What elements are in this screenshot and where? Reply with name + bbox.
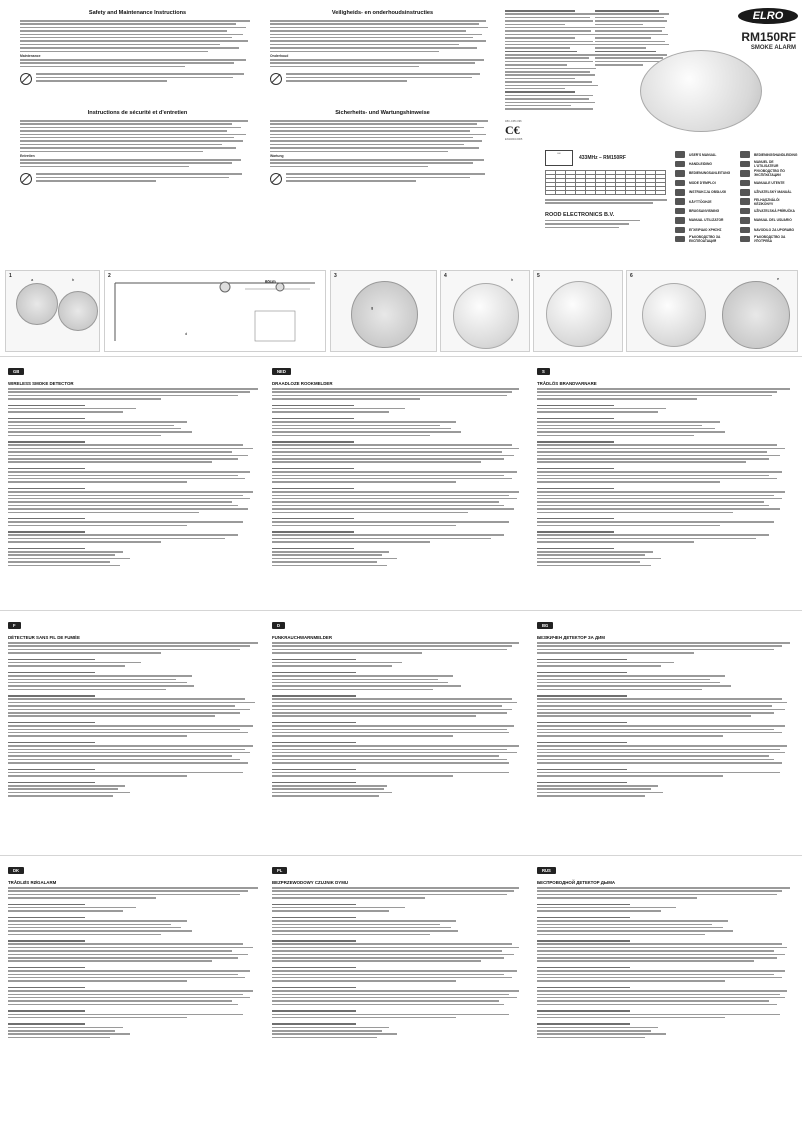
step-number: 2 xyxy=(108,273,111,279)
section-dk xyxy=(8,859,263,1038)
lang-item[interactable]: РЪКОВОДСТВО ЗА ЕКСПЛОАТАЦИЯ xyxy=(675,235,730,244)
label-d: d xyxy=(185,331,188,336)
text-block xyxy=(272,642,527,797)
flag-icon xyxy=(675,208,685,215)
step-number: 3 xyxy=(334,273,337,279)
safety-instructions-en xyxy=(20,10,255,85)
section-heading: FUNKRAUCHWARNMELDER xyxy=(272,635,332,640)
no-cleaning-icon xyxy=(20,173,32,185)
flag-icon xyxy=(675,217,685,224)
warning-note xyxy=(20,73,255,85)
section-pl xyxy=(272,859,527,1038)
detector-rotate xyxy=(546,281,612,347)
lang-item[interactable]: РУКОВОДСТВО ПО ЭКСПЛУАТАЦИИ xyxy=(740,169,797,178)
flag-icon xyxy=(740,208,750,215)
section-heading: БЕСПРОВОДНОЙ ДЕТЕКТОР ДЫМА xyxy=(537,880,616,885)
lang-item[interactable]: UŽIVATEĽSKÁ PRÍRUČKA xyxy=(740,206,797,215)
flag-icon xyxy=(740,151,750,158)
text-block xyxy=(537,642,795,797)
lang-item[interactable]: INSTRUKCJA OBSŁUGI xyxy=(675,188,730,197)
text-block xyxy=(272,388,527,566)
install-panel-1 xyxy=(5,270,100,352)
lang-tag: F xyxy=(8,622,21,629)
install-panel-5 xyxy=(533,270,623,352)
label-e: e xyxy=(777,276,780,281)
step-number: 4 xyxy=(444,273,447,279)
lang-item[interactable]: MANUAL DEL USUARIO xyxy=(740,216,797,225)
subheading: Wartung xyxy=(270,154,284,159)
room-box xyxy=(255,311,295,341)
warning-note xyxy=(270,73,495,85)
language-list-left xyxy=(675,150,730,244)
frequency-label: 433MHz – RM150RF xyxy=(579,155,626,161)
text-block xyxy=(20,59,255,67)
declaration-column-1 xyxy=(505,10,605,142)
lang-item[interactable]: MODE D'EMPLOI xyxy=(675,178,730,187)
lang-item[interactable]: MANUAL UTILIZATOR xyxy=(675,216,730,225)
text-block xyxy=(20,120,255,152)
flag-icon xyxy=(675,161,685,168)
lang-item[interactable]: FELHASZNÁLÓI KÉZIKÖNYV xyxy=(740,197,797,206)
step-number: 5 xyxy=(537,273,540,279)
lang-item[interactable]: BEDIENINGSHANDLEIDING xyxy=(740,150,797,159)
lang-item[interactable]: UŽIVATELSKÝ MANUÁL xyxy=(740,188,797,197)
model-number: RM150RF xyxy=(741,30,796,44)
brand-logo: ELRO xyxy=(738,8,798,24)
section-heading: DÉTECTEUR SANS FIL DE FUMÉE xyxy=(8,635,80,640)
section-heading: WIRELESS SMOKE DETECTOR xyxy=(8,381,74,386)
declaration-column-2 xyxy=(595,10,675,66)
no-cleaning-icon xyxy=(270,73,282,85)
ce-logo: C€ xyxy=(505,123,520,138)
section-title: Safety and Maintenance Instructions xyxy=(88,10,187,16)
lang-item[interactable]: BEDIENUNGSANLEITUNG xyxy=(675,169,730,178)
flag-icon xyxy=(675,236,685,243)
lang-item[interactable]: HANDLEIDING xyxy=(675,159,730,168)
language-list-right xyxy=(740,150,797,244)
section-bg xyxy=(537,614,795,797)
flag-icon xyxy=(675,227,685,234)
smoke-alarm-photo xyxy=(640,50,762,132)
text-block xyxy=(8,642,263,797)
flag-icon xyxy=(740,180,750,187)
flag-icon xyxy=(740,198,750,205)
lang-item[interactable]: РЪКОВОДСТВО ЗА УПОТРЕБА xyxy=(740,235,797,244)
lang-item[interactable]: BRUGSANVISNING xyxy=(675,206,730,215)
lang-item[interactable]: KÄYTTÖOHJE xyxy=(675,197,730,206)
label-g: g xyxy=(371,305,374,310)
warning-note xyxy=(270,173,495,185)
section-rus xyxy=(537,859,795,1038)
detector-front-a xyxy=(16,283,58,325)
step-number: 1 xyxy=(9,273,12,279)
lang-tag: D xyxy=(272,622,285,629)
flag-icon xyxy=(740,170,750,177)
en-ref: EN14604:2005 xyxy=(505,138,523,142)
text-block xyxy=(20,159,255,167)
flag-icon xyxy=(740,161,750,168)
detector-battery xyxy=(722,281,790,349)
flag-icon xyxy=(740,217,750,224)
detector-back-plate xyxy=(351,281,418,348)
flag-icon xyxy=(675,189,685,196)
flag-icon xyxy=(675,170,685,177)
detector-position-1 xyxy=(220,282,230,292)
subheading: Entretien xyxy=(20,154,35,159)
section-d xyxy=(272,614,527,797)
text-block xyxy=(20,20,255,52)
lang-tag: GB xyxy=(8,368,24,375)
section-gb xyxy=(8,360,263,566)
text-block xyxy=(537,388,795,566)
label-h: h xyxy=(511,277,514,282)
label-b: b xyxy=(72,277,75,282)
text-block xyxy=(270,159,495,167)
label-a: a xyxy=(31,277,34,282)
lang-tag: PL xyxy=(272,867,287,874)
lang-tag: DK xyxy=(8,867,24,874)
safety-instructions-de xyxy=(270,110,495,185)
radio-class-icon: ••• xyxy=(545,150,573,166)
section-heading: БЕЗЖИЧЕН ДЕТЕКТОР ЗА ДИМ xyxy=(537,635,605,640)
section-heading: TRÅDLÖS BRANDVARNARE xyxy=(537,381,597,386)
text-block xyxy=(8,887,263,1038)
install-panel-6 xyxy=(626,270,798,352)
language-index xyxy=(555,150,798,244)
text-block xyxy=(270,59,495,67)
warning-note xyxy=(20,173,255,185)
section-heading: TRÅDLØS RØGALARM xyxy=(8,880,57,885)
flag-icon xyxy=(740,189,750,196)
install-panel-2 xyxy=(104,270,326,352)
room-diagram xyxy=(105,271,323,349)
lang-item[interactable]: USER'S MANUAL xyxy=(675,150,730,159)
ce-mark-block xyxy=(505,120,605,142)
lang-item[interactable]: MANUEL DE L'UTILISATEUR xyxy=(740,159,797,168)
detector-test xyxy=(642,283,706,347)
ce-ref: 1BC-CPD-096 xyxy=(505,119,522,123)
flag-icon xyxy=(675,198,685,205)
lang-tag: NED xyxy=(272,368,291,375)
section-heading: DRAADLOZE ROOKMELDER xyxy=(272,381,333,386)
text-block xyxy=(505,10,605,110)
no-cleaning-icon xyxy=(270,173,282,185)
install-panel-3 xyxy=(330,270,437,352)
no-cleaning-icon xyxy=(20,73,32,85)
section-heading: BEZPRZEWODOWY CZUJNIK DYMU xyxy=(272,880,349,885)
subheading: Onderhoud xyxy=(270,54,289,59)
text-block xyxy=(8,388,263,566)
section-title: Sicherheits- und Wartungshinweise xyxy=(335,110,430,116)
lang-tag: RUS xyxy=(537,867,556,874)
flag-icon xyxy=(675,151,685,158)
detector-mounted xyxy=(453,283,519,349)
step-number: 6 xyxy=(630,273,633,279)
section-title: Veiligheids- en onderhoudsinstructies xyxy=(331,10,434,16)
text-block xyxy=(595,10,675,66)
company-name: ROOD ELECTRONICS B.V. xyxy=(545,211,615,218)
text-block xyxy=(270,120,495,152)
text-block xyxy=(272,887,527,1038)
lang-item[interactable]: MANUALE UTENTE xyxy=(740,178,797,187)
product-name: SMOKE ALARM xyxy=(750,45,796,51)
lang-tag: BG xyxy=(537,622,553,629)
subheading: Maintenance xyxy=(20,54,41,59)
flag-icon xyxy=(740,227,750,234)
section-s xyxy=(537,360,795,566)
lang-item[interactable]: NAVODILO ZA UPORABO xyxy=(740,225,797,234)
safety-instructions-nl xyxy=(270,10,495,85)
text-block xyxy=(270,20,495,52)
section-f xyxy=(8,614,263,797)
distance-label: 60cm xyxy=(265,279,276,284)
flag-icon xyxy=(675,180,685,187)
detector-position-2 xyxy=(276,283,284,291)
text-block xyxy=(537,887,795,1038)
lang-item[interactable]: ΕΓΧΕΙΡΙΔΙΟ ΧΡΗΣΗΣ xyxy=(675,225,730,234)
safety-instructions-fr xyxy=(20,110,255,185)
section-title: Instructions de sécurité et d'entretien xyxy=(87,110,188,116)
section-ned xyxy=(272,360,527,566)
detector-back-b xyxy=(58,291,98,331)
flag-icon xyxy=(740,236,750,243)
lang-tag: S xyxy=(537,368,550,375)
install-panel-4 xyxy=(440,270,530,352)
